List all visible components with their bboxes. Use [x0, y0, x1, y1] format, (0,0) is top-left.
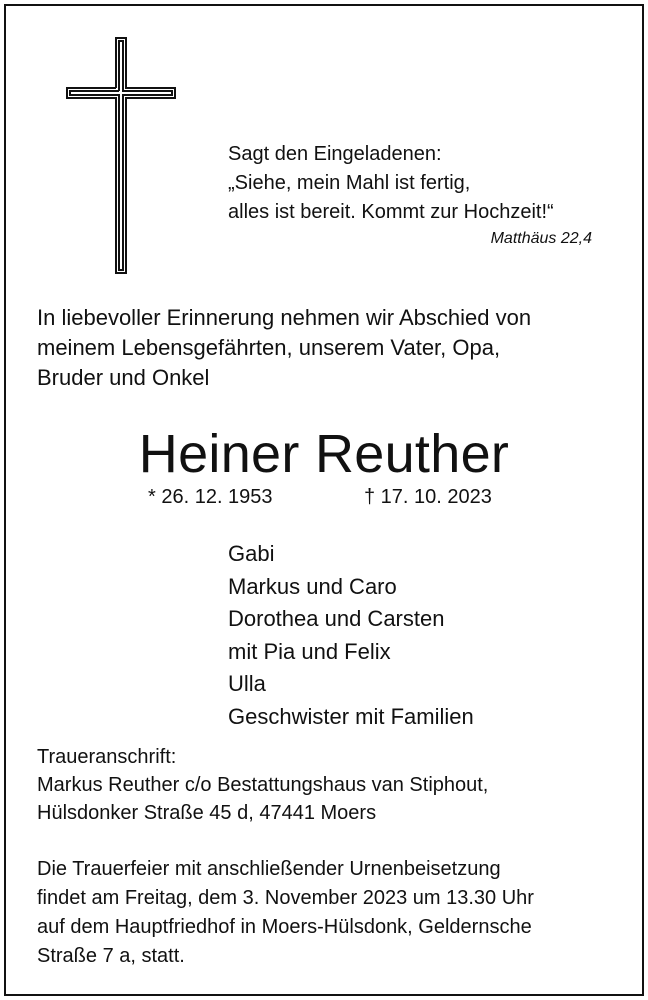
quote-line: Sagt den Eingeladenen: — [228, 143, 442, 165]
ceremony-line: findet am Freitag, dem 3. November 2023 um 13.30 Uhr — [37, 887, 534, 909]
ceremony-line: Die Trauerfeier mit anschließender Urnenbeisetzung — [37, 858, 501, 880]
ceremony-info — [37, 855, 534, 971]
mourner-item: Ulla — [228, 671, 266, 697]
quote-reference: Matthäus 22,4 — [490, 230, 592, 247]
mourners-list — [228, 538, 474, 734]
bible-quote — [228, 140, 608, 227]
death-date: † 17. 10. 2023 — [364, 486, 492, 508]
mourner-item: Gabi — [228, 541, 275, 566]
mourner-item: Markus und Caro — [228, 573, 397, 599]
quote-line: alles ist bereit. Kommt zur Hochzeit!“ — [228, 201, 554, 223]
cross-icon — [66, 37, 176, 274]
intro-text — [37, 303, 627, 393]
mourner-item: Geschwister mit Familien — [228, 703, 474, 729]
intro-line: In liebevoller Erinnerung nehmen wir Abschied von — [37, 305, 532, 330]
address-line: Markus Reuther c/o Bestattungshaus van Stiphout, — [37, 774, 489, 796]
address-line: Hülsdonker Straße 45 d, 47441 Moers — [37, 802, 377, 824]
ceremony-line: Straße 7 a, statt. — [37, 945, 185, 967]
birth-date: * 26. 12. 1953 — [148, 486, 273, 508]
intro-line: Bruder und Onkel — [37, 365, 210, 390]
deceased-name: Heiner Reuther — [138, 424, 510, 484]
address-line: Traueranschrift: — [37, 746, 177, 768]
mourner-item: Dorothea und Carsten — [228, 606, 445, 632]
quote-line: „Siehe, mein Mahl ist fertig, — [228, 172, 471, 194]
mourner-item: mit Pia und Felix — [228, 638, 391, 664]
intro-line: meinem Lebensgefährten, unserem Vater, Opa, — [37, 335, 501, 360]
mourning-address — [37, 743, 488, 827]
ceremony-line: auf dem Hauptfriedhof in Moers-Hülsdonk, Geldernsche — [37, 916, 532, 938]
